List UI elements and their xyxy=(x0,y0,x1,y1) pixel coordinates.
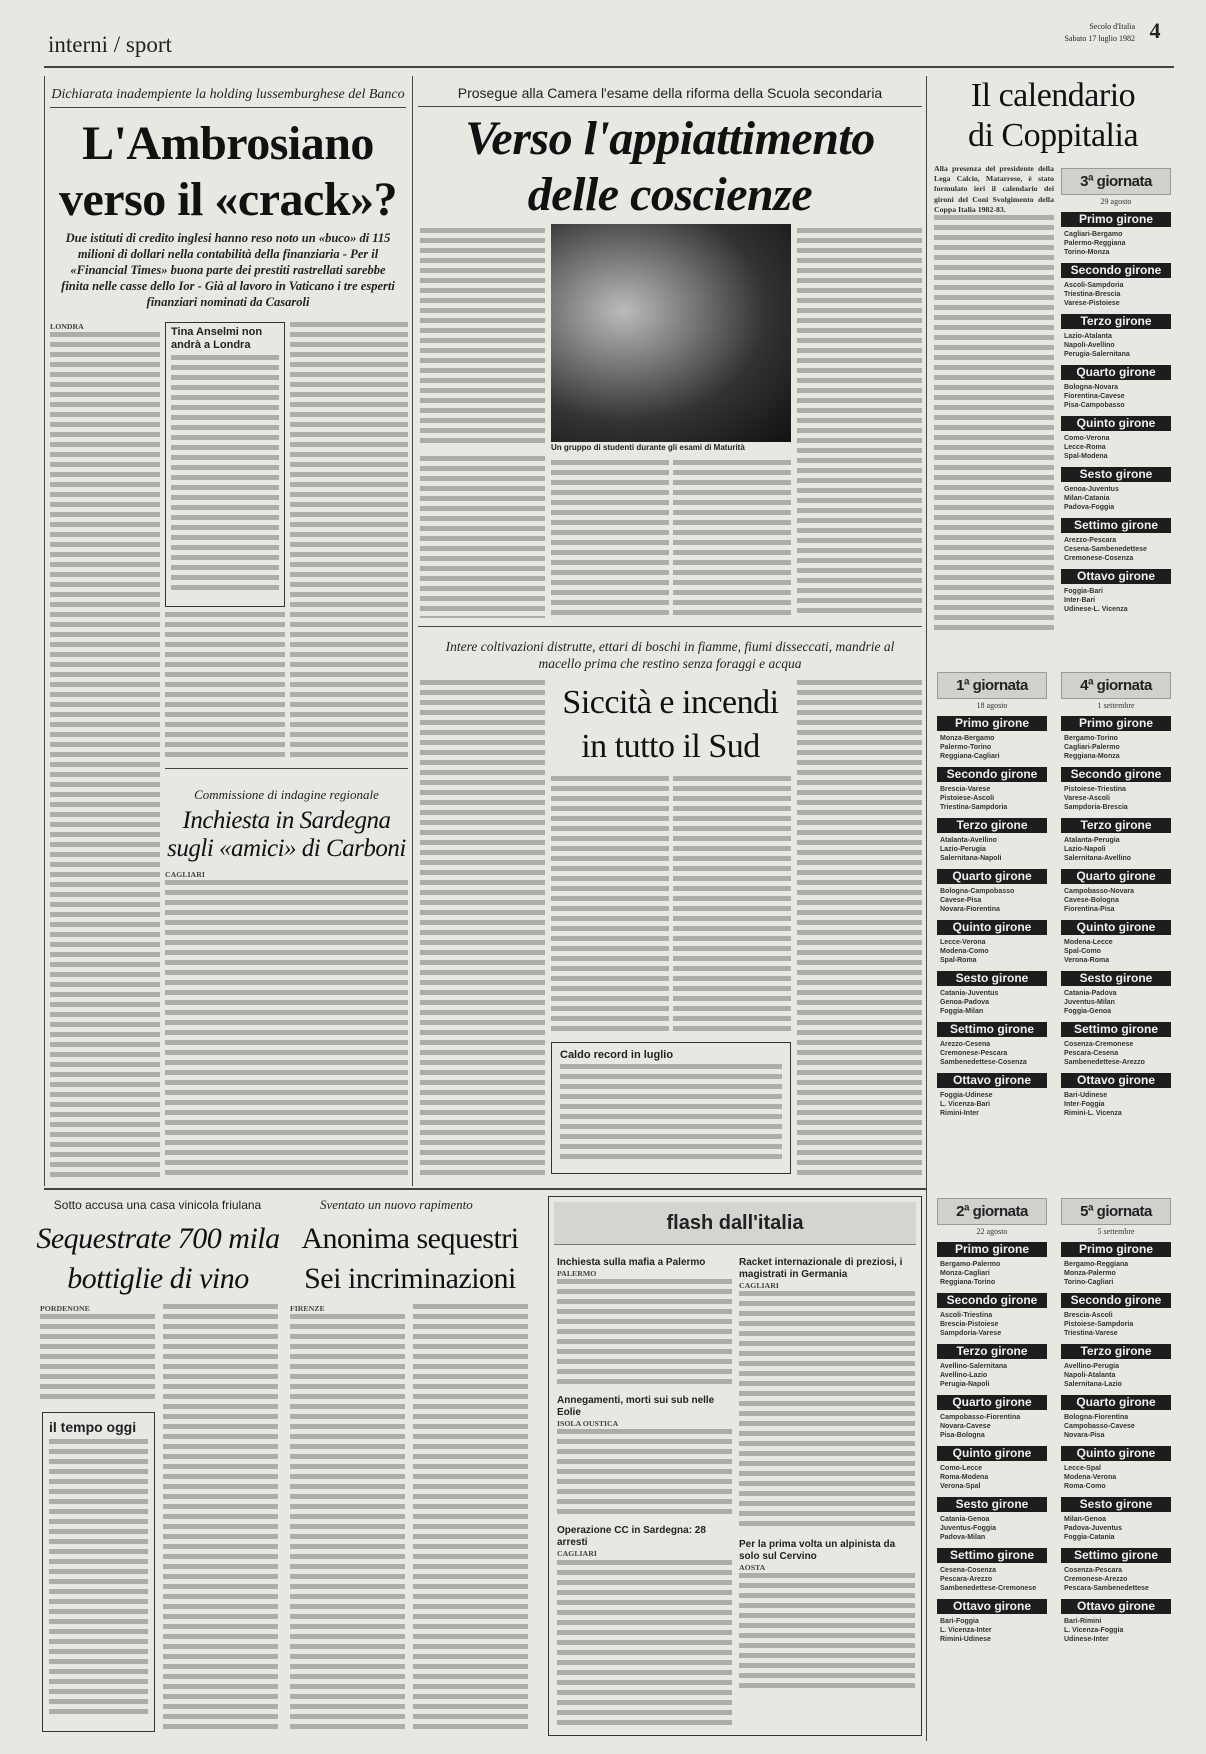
match-pairing: Atalanta-Perugia xyxy=(1064,837,1120,844)
flash-item-dateline: CAGLIARI xyxy=(739,1281,779,1290)
body-text-lines xyxy=(43,1439,154,1719)
match-pairing: Bologna-Novara xyxy=(1064,384,1119,391)
match-pairing: Fiorentina-Cavese xyxy=(1064,393,1125,400)
body-text-lines xyxy=(673,776,791,1034)
giornata-label: 3ª giornata xyxy=(1080,173,1152,190)
girone-header: Secondo girone xyxy=(937,1293,1047,1308)
match-pairing: Sampdoria-Varese xyxy=(940,1330,1002,1337)
body-text-lines xyxy=(290,322,408,762)
flash-item-dateline: ISOLA OUSTICA xyxy=(557,1419,619,1429)
girone-header: Terzo girone xyxy=(1061,818,1171,833)
match-pairing: Padova-Foggia xyxy=(1064,504,1115,511)
girone-header: Settimo girone xyxy=(1061,1022,1171,1037)
match-pairing: Bologna-Fiorentina xyxy=(1064,1414,1129,1421)
body-text-lines xyxy=(934,215,1054,635)
ambrosiano-col-3 xyxy=(290,322,408,762)
girone-header: Sesto girone xyxy=(1061,1497,1171,1512)
body-text-lines xyxy=(163,1304,278,1734)
match-pairing: Bologna-Campobasso xyxy=(940,888,1015,895)
scuola-col-2 xyxy=(551,460,669,618)
students-photo xyxy=(551,224,791,442)
scuola-title-1: Verso l'appiattimento xyxy=(465,112,875,165)
scuola-col-1 xyxy=(420,228,545,448)
match-pairing: Udinese-Inter xyxy=(1064,1636,1109,1643)
match-pairing: Reggiana-Monza xyxy=(1064,753,1120,760)
match-pairing: Cosenza-Pescara xyxy=(1064,1567,1122,1574)
match-pairing: Novara-Pisa xyxy=(1064,1432,1105,1439)
giornata-header xyxy=(1061,168,1171,195)
giornata-header xyxy=(937,672,1047,699)
match-pairing: Salernitana-Avellino xyxy=(1064,855,1132,862)
paper-name: Secolo d'Italia xyxy=(1089,22,1135,31)
ambrosiano-col-2 xyxy=(165,612,285,762)
scuola-col-4 xyxy=(797,228,922,618)
match-pairing: Avellino-Perugia xyxy=(1064,1363,1119,1370)
vino-title-1: Sequestrate 700 mila xyxy=(36,1222,280,1255)
anselmi-box-title: Tina Anselmi non andrà a Londra xyxy=(171,326,263,351)
match-pairing: Foggia-Catania xyxy=(1064,1534,1115,1541)
caldo-box-title: Caldo record in luglio xyxy=(560,1049,674,1061)
match-pairing: Triestina-Varese xyxy=(1064,1330,1118,1337)
girone-header: Primo girone xyxy=(1061,212,1171,227)
sardegna-body xyxy=(165,870,408,1182)
ambrosiano-deck: Due istituti di credito inglesi hanno reso noto un «buco» di 115 milioni di dollari nella contabilità della finanziaria - Per il «Financial Times» buona parte dei prestiti rastrellati sarebbe finita nelle casse dello Ior - Già al lavoro in Vaticano i tre esperti finanziari nominati da Casaroli xyxy=(61,231,395,309)
match-pairing: Arezzo-Cesena xyxy=(940,1041,991,1048)
flash-item-title: Per la prima volta un alpinista da solo sul Cervino xyxy=(739,1539,896,1563)
ambrosiano-title-2: verso il «crack»? xyxy=(58,173,398,226)
match-pairing: Novara-Fiorentina xyxy=(940,906,1000,913)
anselmi-box xyxy=(165,322,285,607)
anonima-col-1 xyxy=(290,1304,405,1734)
sardegna-title-2: sugli «amici» di Carboni xyxy=(167,835,406,862)
match-pairing: Roma-Modena xyxy=(940,1474,989,1481)
match-pairing: Bari-Foggia xyxy=(940,1618,979,1625)
match-pairing: Spal-Roma xyxy=(940,957,977,964)
girone-header: Terzo girone xyxy=(937,1344,1047,1359)
match-pairing: Cremonese-Arezzo xyxy=(1064,1576,1128,1583)
vino-kicker: Sotto accusa una casa vinicola friulana xyxy=(53,1198,262,1212)
giornata-date: 22 agosto xyxy=(976,1227,1008,1236)
match-pairing: Palermo-Torino xyxy=(940,744,992,751)
girone-header: Terzo girone xyxy=(1061,314,1171,329)
match-pairing: Cagliari-Bergamo xyxy=(1064,231,1123,238)
flash-item-title: Inchiesta sulla mafia a Palermo xyxy=(557,1257,706,1268)
match-pairing: Perugia-Napoli xyxy=(940,1381,990,1388)
match-pairing: Ascoli-Sampdoria xyxy=(1064,282,1124,289)
match-pairing: Monza-Bergamo xyxy=(940,735,995,742)
girone-header: Secondo girone xyxy=(1061,1293,1171,1308)
match-pairing: Cagliari-Palermo xyxy=(1064,744,1120,751)
giornata-block xyxy=(1058,1196,1174,1744)
match-pairing: Monza-Cagliari xyxy=(940,1270,990,1277)
match-pairing: Spal-Como xyxy=(1064,948,1101,955)
match-pairing: Sambenedettese-Cremonese xyxy=(940,1585,1037,1592)
body-text-lines xyxy=(40,1314,155,1404)
body-text-lines xyxy=(551,776,669,1034)
girone-header: Primo girone xyxy=(1061,1242,1171,1257)
match-pairing: Campobasso-Fiorentina xyxy=(940,1414,1021,1421)
match-pairing: Rimini-Udinese xyxy=(940,1636,991,1643)
siccita-col-4 xyxy=(797,680,922,1180)
flash-box xyxy=(548,1196,922,1736)
girone-header: Secondo girone xyxy=(1061,263,1171,278)
match-pairing: Reggiana-Cagliari xyxy=(940,753,1000,760)
match-pairing: Foggia-Bari xyxy=(1064,588,1103,595)
flash-title: flash dall'italia xyxy=(666,1212,804,1234)
match-pairing: Pisa-Campobasso xyxy=(1064,402,1125,409)
issue-date: Sabato 17 luglio 1982 xyxy=(1064,34,1135,43)
match-pairing: L. Vicenza-Inter xyxy=(940,1627,992,1634)
match-pairing: Bergamo-Palermo xyxy=(940,1261,1001,1268)
match-pairing: Cesena-Cosenza xyxy=(940,1567,997,1574)
body-text-lines xyxy=(165,612,285,762)
calendario-title-1: Il calendario xyxy=(970,77,1136,114)
siccita-col-3 xyxy=(673,776,791,1034)
match-pairing: Lecce-Roma xyxy=(1064,444,1106,451)
anonima-kicker: Sventato un nuovo rapimento xyxy=(320,1197,473,1212)
match-pairing: Genoa-Padova xyxy=(940,999,990,1006)
match-pairing: Catania-Padova xyxy=(1064,990,1117,997)
giornata-header xyxy=(1061,672,1171,699)
girone-header: Quinto girone xyxy=(1061,416,1171,431)
match-pairing: Foggia-Udinese xyxy=(940,1092,993,1099)
weather-box xyxy=(42,1412,155,1732)
match-pairing: Brescia-Pistoiese xyxy=(940,1321,999,1328)
girone-header: Quinto girone xyxy=(1061,1446,1171,1461)
sardegna-kicker: Commissione di indagine regionale xyxy=(194,787,379,802)
match-pairing: Atalanta-Avellino xyxy=(940,837,997,844)
flash-item-title: Operazione CC in Sardegna: 28 arresti xyxy=(557,1525,706,1549)
match-pairing: Avellino-Lazio xyxy=(940,1372,988,1379)
girone-header: Sesto girone xyxy=(937,971,1047,986)
girone-header: Primo girone xyxy=(1061,716,1171,731)
scuola-kicker: Prosegue alla Camera l'esame della riforma della Scuola secondaria xyxy=(457,85,883,101)
body-text-lines xyxy=(420,228,545,448)
match-pairing: Milan-Catania xyxy=(1064,495,1110,502)
match-pairing: Spal-Modena xyxy=(1064,453,1108,460)
page-number: 4 xyxy=(1149,18,1161,43)
match-pairing: Pisa-Bologna xyxy=(940,1432,985,1439)
girone-header: Quarto girone xyxy=(937,869,1047,884)
match-pairing: Torino-Monza xyxy=(1064,249,1110,256)
match-pairing: Varese-Pistoiese xyxy=(1064,300,1120,307)
match-pairing: Pescara-Arezzo xyxy=(940,1576,993,1583)
body-text-lines xyxy=(552,1064,790,1164)
match-pairing: Modena-Como xyxy=(940,948,989,955)
girone-header: Quinto girone xyxy=(937,1446,1047,1461)
match-pairing: Verona-Roma xyxy=(1064,957,1110,964)
giornata-date: 29 agosto xyxy=(1100,197,1132,206)
match-pairing: Ascoli-Triestina xyxy=(940,1312,993,1319)
girone-header: Ottavo girone xyxy=(937,1599,1047,1614)
girone-header: Primo girone xyxy=(937,716,1047,731)
sardegna-title-1: Inchiesta in Sardegna xyxy=(182,807,391,834)
match-pairing: Rimini-L. Vicenza xyxy=(1064,1110,1122,1117)
calendario-intro-col xyxy=(934,164,1054,664)
vino-col-2 xyxy=(163,1304,278,1734)
match-pairing: Avellino-Salernitana xyxy=(940,1363,1008,1370)
giornata-header xyxy=(1061,1198,1171,1225)
body-text-lines xyxy=(739,1291,915,1531)
match-pairing: Lazio-Perugia xyxy=(940,846,986,853)
ambrosiano-dateline: LONDRA xyxy=(50,322,84,331)
body-text-lines xyxy=(797,228,922,618)
section-label: interni / sport xyxy=(48,32,172,57)
match-pairing: Cremonese-Pescara xyxy=(940,1050,1008,1057)
match-pairing: Torino-Cagliari xyxy=(1064,1279,1114,1286)
match-pairing: Catania-Juventus xyxy=(940,990,999,997)
girone-header: Settimo girone xyxy=(937,1022,1047,1037)
giornata-block xyxy=(934,670,1050,1190)
girone-header: Ottavo girone xyxy=(1061,1073,1171,1088)
match-pairing: Bergamo-Torino xyxy=(1064,735,1118,742)
flash-item-dateline: PALERMO xyxy=(557,1269,597,1278)
match-pairing: Salernitana-Napoli xyxy=(940,855,1002,862)
girone-header: Settimo girone xyxy=(937,1548,1047,1563)
girone-header: Quarto girone xyxy=(937,1395,1047,1410)
match-pairing: Novara-Cavese xyxy=(940,1423,991,1430)
giornata-header xyxy=(937,1198,1047,1225)
match-pairing: Cavese-Bologna xyxy=(1064,897,1119,904)
match-pairing: L. Vicenza-Bari xyxy=(940,1101,991,1108)
body-text-lines xyxy=(557,1279,732,1389)
flash-item-dateline: AOSTA xyxy=(739,1563,766,1573)
match-pairing: Bari-Udinese xyxy=(1064,1092,1108,1099)
flash-col-right xyxy=(739,1257,915,1727)
giornata-date: 18 agosto xyxy=(976,701,1008,710)
match-pairing: Lazio-Napoli xyxy=(1064,846,1106,853)
match-pairing: Padova-Milan xyxy=(940,1534,986,1541)
match-pairing: Reggiana-Torino xyxy=(940,1279,996,1286)
body-text-lines xyxy=(420,456,545,618)
giornata-block xyxy=(934,1196,1050,1744)
girone-header: Settimo girone xyxy=(1061,1548,1171,1563)
giornata-date: 5 settembre xyxy=(1097,1227,1135,1236)
match-pairing: Lecce-Spal xyxy=(1064,1465,1101,1472)
match-pairing: Monza-Palermo xyxy=(1064,1270,1116,1277)
girone-header: Quarto girone xyxy=(1061,365,1171,380)
vino-dateline: PORDENONE xyxy=(40,1304,90,1313)
caldo-box xyxy=(551,1042,791,1174)
girone-header: Terzo girone xyxy=(1061,1344,1171,1359)
match-pairing: Rimini-Inter xyxy=(940,1110,979,1117)
match-pairing: Roma-Como xyxy=(1064,1483,1106,1490)
vino-title-2: bottiglie di vino xyxy=(67,1262,249,1295)
ambrosiano-kicker: Dichiarata inadempiente la holding lussemburghese del Banco xyxy=(51,87,405,102)
match-pairing: Udinese-L. Vicenza xyxy=(1064,606,1128,613)
match-pairing: Juventus-Foggia xyxy=(940,1525,997,1532)
match-pairing: Genoa-Juventus xyxy=(1064,486,1119,493)
match-pairing: Bergamo-Reggiana xyxy=(1064,1261,1129,1268)
body-text-lines xyxy=(739,1573,915,1693)
match-pairing: Fiorentina-Pisa xyxy=(1064,906,1115,913)
body-text-lines xyxy=(165,880,408,1180)
body-text-lines xyxy=(673,460,791,618)
match-pairing: Cremonese-Cosenza xyxy=(1064,555,1134,562)
body-text-lines xyxy=(551,460,669,618)
match-pairing: Perugia-Salernitana xyxy=(1064,351,1130,358)
match-pairing: Cavese-Pisa xyxy=(940,897,982,904)
body-text-lines xyxy=(420,680,545,1180)
girone-header: Quinto girone xyxy=(1061,920,1171,935)
match-pairing: Inter-Foggia xyxy=(1064,1101,1105,1108)
match-pairing: Sampdoria-Brescia xyxy=(1064,804,1128,811)
giornata-label: 1ª giornata xyxy=(956,677,1028,694)
match-pairing: Foggia-Milan xyxy=(940,1008,984,1015)
match-pairing: Varese-Ascoli xyxy=(1064,795,1110,802)
giornata-label: 5ª giornata xyxy=(1080,1203,1152,1220)
ambrosiano-col-1 xyxy=(50,322,160,1182)
ambrosiano-title-1: L'Ambrosiano xyxy=(82,117,374,170)
flash-item-title: Annegamenti, morti sui sub nelle Eolie xyxy=(557,1395,715,1419)
giornata-label: 4ª giornata xyxy=(1080,677,1152,694)
match-pairing: Catania-Genoa xyxy=(940,1516,990,1523)
giornata-block xyxy=(1058,670,1174,1190)
match-pairing: Triestina-Brescia xyxy=(1064,291,1121,298)
match-pairing: Campobasso-Novara xyxy=(1064,888,1135,895)
scuola-col-1b xyxy=(420,456,545,618)
match-pairing: Pescara-Cesena xyxy=(1064,1050,1119,1057)
match-pairing: Padova-Juventus xyxy=(1064,1525,1122,1532)
match-pairing: Arezzo-Pescara xyxy=(1064,537,1117,544)
match-pairing: Inter-Bari xyxy=(1064,597,1096,604)
girone-header: Quarto girone xyxy=(1061,869,1171,884)
match-pairing: Lazio-Atalanta xyxy=(1064,333,1112,340)
match-pairing: Palermo-Reggiana xyxy=(1064,240,1126,247)
girone-header: Quarto girone xyxy=(1061,1395,1171,1410)
girone-header: Terzo girone xyxy=(937,818,1047,833)
girone-header: Sesto girone xyxy=(1061,467,1171,482)
body-text-lines xyxy=(166,355,284,595)
girone-header: Primo girone xyxy=(937,1242,1047,1257)
match-pairing: Napoli-Avellino xyxy=(1064,342,1115,349)
weather-title: il tempo oggi xyxy=(49,1419,137,1435)
body-text-lines xyxy=(557,1429,732,1519)
girone-header: Ottavo girone xyxy=(1061,569,1171,584)
giornata-block xyxy=(1058,166,1174,666)
match-pairing: Triestina-Sampdoria xyxy=(940,804,1008,811)
siccita-title-2: in tutto il Sud xyxy=(581,728,760,765)
match-pairing: Brescia-Varese xyxy=(940,786,991,793)
calendario-title-2: di Coppitalia xyxy=(967,117,1139,154)
match-pairing: Napoli-Atalanta xyxy=(1064,1372,1116,1379)
giornata-date: 1 settembre xyxy=(1097,701,1135,710)
flash-item-title: Racket internazionale di preziosi, i magistrati in Germania xyxy=(739,1257,903,1280)
match-pairing: Pistoiese-Ascoli xyxy=(940,795,995,802)
girone-header: Ottavo girone xyxy=(937,1073,1047,1088)
body-text-lines xyxy=(50,332,160,1182)
girone-header: Secondo girone xyxy=(1061,767,1171,782)
siccita-title-1: Siccità e incendi xyxy=(562,684,779,721)
girone-header: Quinto girone xyxy=(937,920,1047,935)
giornata-label: 2ª giornata xyxy=(956,1203,1028,1220)
anonima-title-2: Sei incriminazioni xyxy=(304,1262,516,1295)
anonima-title-1: Anonima sequestri xyxy=(301,1222,519,1255)
match-pairing: Milan-Genoa xyxy=(1064,1516,1107,1523)
calendario-intro: Alla presenza del presidente della Lega Calcio, Matarrese, è stato formulato ieri il calendario dei gironi del Coni Svolgimento della Coppa Italia 1982-83. xyxy=(934,164,1054,214)
flash-item-dateline: CAGLIARI xyxy=(557,1549,597,1559)
match-pairing: Lecce-Verona xyxy=(940,939,986,946)
match-pairing: Cosenza-Cremonese xyxy=(1064,1041,1134,1048)
match-pairing: Campobasso-Cavese xyxy=(1064,1423,1135,1430)
match-pairing: Modena-Lecce xyxy=(1064,939,1113,946)
vino-col-1 xyxy=(40,1304,155,1404)
flash-col-left xyxy=(557,1257,732,1727)
anonima-dateline: FIRENZE xyxy=(290,1304,325,1313)
match-pairing: Como-Lecce xyxy=(940,1465,983,1472)
scuola-title-2: delle coscienze xyxy=(527,168,813,221)
match-pairing: Sambenedettese-Arezzo xyxy=(1064,1059,1145,1066)
match-pairing: Modena-Verona xyxy=(1064,1474,1117,1481)
girone-header: Sesto girone xyxy=(937,1497,1047,1512)
match-pairing: Pistoiese-Sampdoria xyxy=(1064,1321,1134,1328)
girone-header: Secondo girone xyxy=(937,767,1047,782)
match-pairing: Verona-Spal xyxy=(940,1483,981,1490)
match-pairing: Sambenedettese-Cosenza xyxy=(940,1059,1027,1066)
girone-header: Settimo girone xyxy=(1061,518,1171,533)
body-text-lines xyxy=(557,1560,732,1727)
match-pairing: Brescia-Ascoli xyxy=(1064,1312,1113,1319)
anonima-col-2 xyxy=(413,1304,528,1734)
match-pairing: Juventus-Milan xyxy=(1064,999,1115,1006)
body-text-lines xyxy=(797,680,922,1180)
match-pairing: Como-Verona xyxy=(1064,435,1110,442)
match-pairing: Pescara-Sambenedettese xyxy=(1064,1585,1149,1592)
match-pairing: Cesena-Sambenedettese xyxy=(1064,546,1147,553)
match-pairing: L. Vicenza-Foggia xyxy=(1064,1627,1124,1634)
scuola-caption: Un gruppo di studenti durante gli esami di Maturità xyxy=(551,443,745,452)
body-text-lines xyxy=(290,1314,405,1734)
match-pairing: Pistoiese-Triestina xyxy=(1064,786,1126,793)
siccita-kicker: Intere coltivazioni distrutte, ettari di boschi in fiamme, fiumi disseccati, mandrie al macello prima che restino senza foraggi e acqua xyxy=(445,639,895,671)
match-pairing: Bari-Rimini xyxy=(1064,1618,1102,1625)
siccita-col-2 xyxy=(551,776,669,1034)
scuola-col-3 xyxy=(673,460,791,618)
girone-header: Ottavo girone xyxy=(1061,1599,1171,1614)
match-pairing: Foggia-Genoa xyxy=(1064,1008,1112,1015)
flash-title-band xyxy=(554,1202,916,1245)
girone-header: Sesto girone xyxy=(1061,971,1171,986)
body-text-lines xyxy=(413,1304,528,1734)
sardegna-dateline: CAGLIARI xyxy=(165,870,205,879)
match-pairing: Salernitana-Lazio xyxy=(1064,1381,1122,1388)
siccita-col-1 xyxy=(420,680,545,1180)
